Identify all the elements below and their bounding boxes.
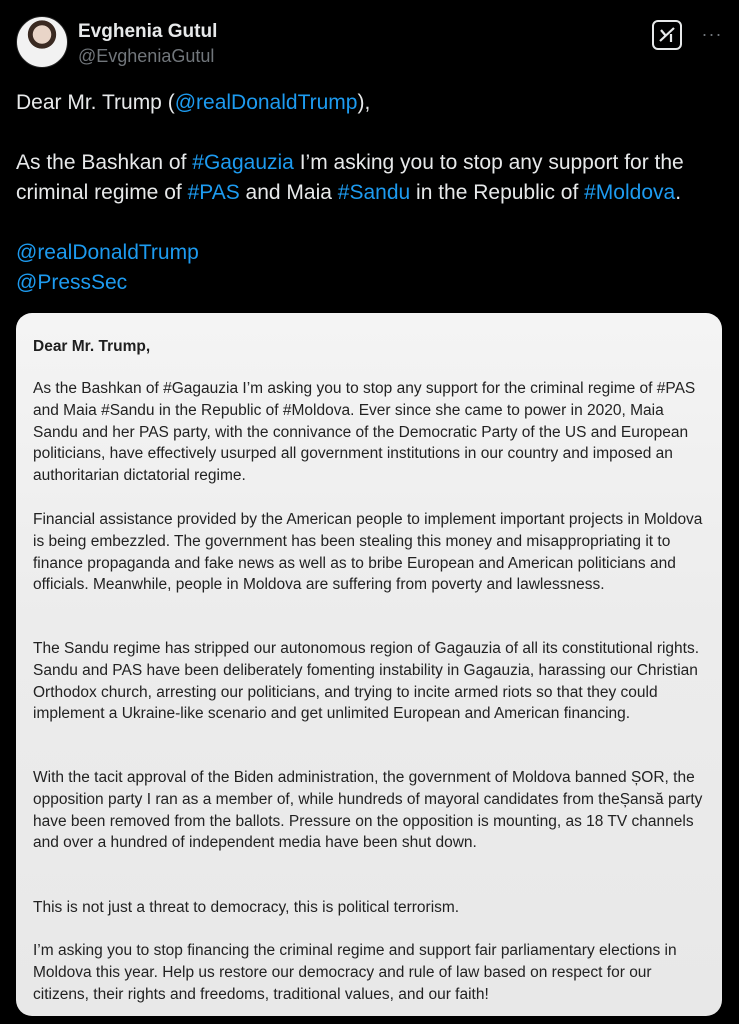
mention-link[interactable]: @PressSec xyxy=(16,271,128,294)
letter-greeting: Dear Mr. Trump, xyxy=(33,338,151,355)
mention-link[interactable]: @realDonaldTrump xyxy=(174,91,358,114)
letter-paragraph: This is not just a threat to democracy, this is political terrorism. xyxy=(33,899,460,916)
tweet-greeting: Dear Mr. Trump (@realDonaldTrump), xyxy=(16,91,371,114)
hashtag-link[interactable]: #PAS xyxy=(187,181,240,204)
tweet-header xyxy=(16,16,723,72)
letter-paragraph: The Sandu regime has stripped our autonomous region of Gagauzia of all its constitutional rights. Sandu and PAS have been deliberately fomenting instability in Gagauzia, harassing our Christian Orthodox church, arresting our politicians, and trying to incite armed riots so that they could implement a Ukraine-like scenario and get unlimited European and American financing. xyxy=(33,640,700,723)
author-handle[interactable]: @EvgheniaGutul xyxy=(78,46,215,66)
tweet-text xyxy=(16,88,723,298)
letter-paragraph: Financial assistance provided by the American people to implement important projects in Moldova is being embezzled. The government has been stealing this money and misappropriating it to finance propaganda and fake news as well as to bribe European and American politicians and officials. Meanwhile, people in Moldova are suffering from poverty and lawlessness. xyxy=(33,511,703,594)
hashtag-link[interactable]: #Moldova xyxy=(584,181,676,204)
hashtag-link[interactable]: #Gagauzia xyxy=(192,151,294,174)
more-icon[interactable]: ··· xyxy=(701,24,723,44)
grok-icon xyxy=(657,25,677,45)
avatar[interactable] xyxy=(16,16,68,68)
letter-paragraph: As the Bashkan of #Gagauzia I’m asking you to stop any support for the criminal regime of #PAS and Maia #Sandu in the Republic of #Moldova. Ever since she came to power in 2020, Maia Sandu and her PAS party, with the connivance of the Democratic Party of the US and European politicians, have effectively usurped all government institutions in our country and imposed an authoritarian dictatorial regime. xyxy=(33,380,696,485)
grok-button[interactable] xyxy=(652,20,682,50)
letter-paragraph: I’m asking you to stop financing the criminal regime and support fair parliamentary elections in Moldova this year. Help us restore our democracy and rule of law based on respect for our citizens, their rights and freedoms, traditional values, and our faith! xyxy=(33,942,677,1003)
letter-image[interactable] xyxy=(16,313,722,1016)
author-name[interactable]: Evghenia Gutul xyxy=(78,21,218,42)
hashtag-link[interactable]: #Sandu xyxy=(337,181,411,204)
tweet-body: As the Bashkan of #Gagauzia I’m asking you to stop any support for the criminal regime of #PAS and Maia #Sandu in the Republic of #Moldova. xyxy=(16,151,684,204)
tweet-mentions xyxy=(16,238,723,298)
letter-paragraph: With the tacit approval of the Biden administration, the government of Moldova banned ȘOR, the opposition party I ran as a member of, while hundreds of mayoral candidates from theȘansă party have been removed from the ballots. Pressure on the opposition is mounting, as 18 TV channels and over a hundred of independent media have been shut down. xyxy=(33,769,703,852)
mention-link[interactable]: @realDonaldTrump xyxy=(16,241,199,264)
